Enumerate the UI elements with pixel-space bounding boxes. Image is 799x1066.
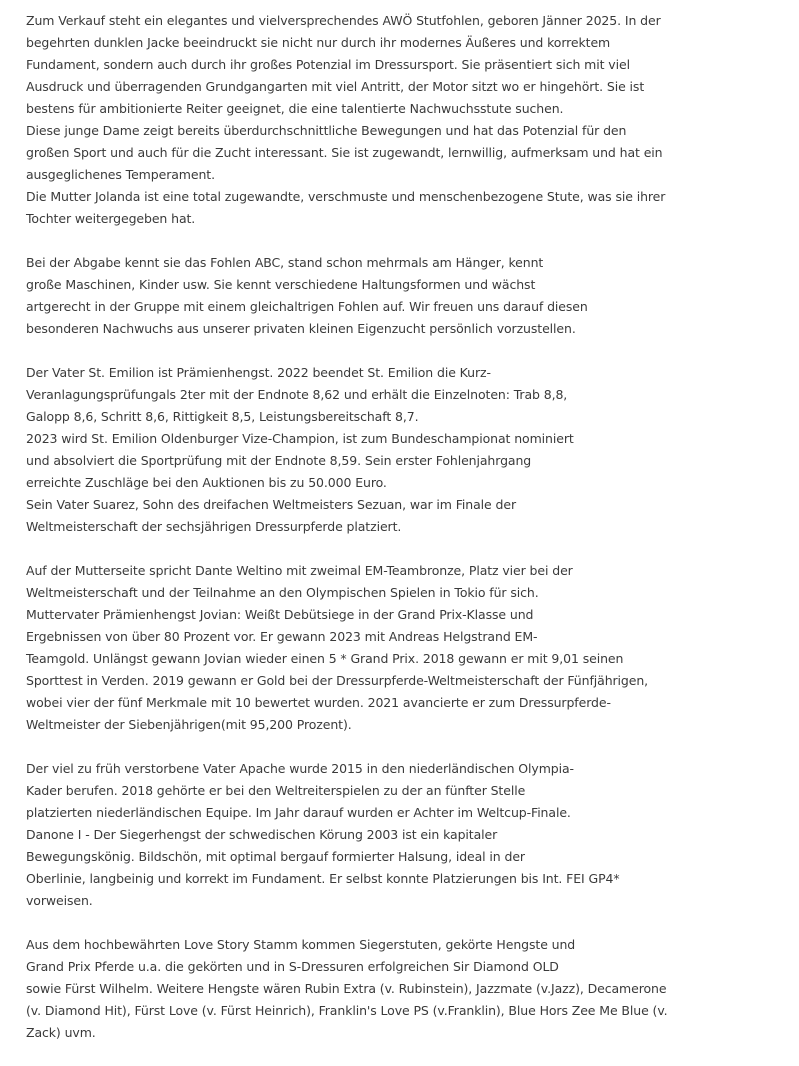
description-paragraph [26,10,796,230]
description-line: bestens für ambitionierte Reiter geeignet, die eine talentierte Nachwuchsstute suchen. [26,101,564,116]
description-line: artgerecht in der Gruppe mit einem gleichaltrigen Fohlen auf. Wir freuen uns darauf diesen [26,299,588,314]
description-line: Weltmeisterschaft der sechsjährigen Dressurpferde platziert. [26,519,402,534]
description-line: und absolviert die Sportprüfung mit der Endnote 8,59. Sein erster Fohlenjahrgang [26,453,532,468]
description-line: Die Mutter Jolanda ist eine total zugewandte, verschmuste und menschenbezogene Stute, was sie ihrer [26,189,666,204]
description-paragraph [26,758,796,912]
description-line: Aus dem hochbewährten Love Story Stamm kommen Siegerstuten, gekörte Hengste und [26,937,576,952]
description-line: großen Sport und auch für die Zucht interessant. Sie ist zugewandt, lernwillig, aufmerksam und hat ein [26,145,663,160]
description-line: 2023 wird St. Emilion Oldenburger Vize-Champion, ist zum Bundeschampionat nominiert [26,431,574,446]
description-line: platzierten niederländischen Equipe. Im Jahr darauf wurden er Achter im Weltcup-Finale. [26,805,571,820]
description-line: Muttervater Prämienhengst Jovian: Weißt Debütsiege in der Grand Prix-Klasse und [26,607,534,622]
description-line: wobei vier der fünf Merkmale mit 10 bewertet wurden. 2021 avancierte er zum Dressurpferde- [26,695,611,710]
description-line: sowie Fürst Wilhelm. Weitere Hengste wären Rubin Extra (v. Rubinstein), Jazzmate (v.Jazz), Decamerone [26,981,667,996]
description-line: Weltmeister der Siebenjährigen(mit 95,200 Prozent). [26,717,352,732]
description-line: Sein Vater Suarez, Sohn des dreifachen Weltmeisters Sezuan, war im Finale der [26,497,516,512]
description-line: vorweisen. [26,893,93,908]
description-line: Der Vater St. Emilion ist Prämienhengst. 2022 beendet St. Emilion die Kurz- [26,365,491,380]
description-line: Bei der Abgabe kennt sie das Fohlen ABC, stand schon mehrmals am Hänger, kennt [26,255,544,270]
description-line: ausgeglichenes Temperament. [26,167,215,182]
description-line: Bewegungskönig. Bildschön, mit optimal bergauf formierter Halsung, ideal in der [26,849,525,864]
description-line: Auf der Mutterseite spricht Dante Weltino mit zweimal EM-Teambronze, Platz vier bei der [26,563,573,578]
description-line: begehrten dunklen Jacke beeindruckt sie nicht nur durch ihr modernes Äußeres und korrektem [26,35,611,50]
description-line: Diese junge Dame zeigt bereits überdurchschnittliche Bewegungen und hat das Potenzial für den [26,123,627,138]
description-paragraph [26,252,796,340]
description-line: Oberlinie, langbeinig und korrekt im Fundament. Er selbst konnte Platzierungen bis Int. FEI GP4* [26,871,620,886]
description-line: Veranlagungsprüfungals 2ter mit der Endnote 8,62 und erhält die Einzelnoten: Trab 8,8, [26,387,568,402]
description-line: Tochter weitergegeben hat. [26,211,196,226]
description-line: große Maschinen, Kinder usw. Sie kennt verschiedene Haltungsformen und wächst [26,277,536,292]
description-line: Kader berufen. 2018 gehörte er bei den Weltreiterspielen zu der an fünfter Stelle [26,783,526,798]
description-paragraph [26,362,796,538]
description-line: Der viel zu früh verstorbene Vater Apache wurde 2015 in den niederländischen Olympia- [26,761,574,776]
description-line: Grand Prix Pferde u.a. die gekörten und in S-Dressuren erfolgreichen Sir Diamond OLD [26,959,559,974]
description-line: Sporttest in Verden. 2019 gewann er Gold bei der Dressurpferde-Weltmeisterschaft der Fünfjährigen, [26,673,649,688]
description-line: besonderen Nachwuchs aus unserer privaten kleinen Eigenzucht persönlich vorzustellen. [26,321,576,336]
description-line: Galopp 8,6, Schritt 8,6, Rittigkeit 8,5, Leistungsbereitschaft 8,7. [26,409,419,424]
description-line: Weltmeisterschaft und der Teilnahme an den Olympischen Spielen in Tokio für sich. [26,585,539,600]
description-line: Ausdruck und überragenden Grundgangarten mit viel Antritt, der Motor sitzt wo er hingehört. Sie ist [26,79,645,94]
description-line: Fundament, sondern auch durch ihr großes Potenzial im Dressursport. Sie präsentiert sich mit viel [26,57,630,72]
description-line: Teamgold. Unlängst gewann Jovian wieder einen 5 * Grand Prix. 2018 gewann er mit 9,01 seinen [26,651,624,666]
listing-description [26,10,796,1066]
description-line: erreichte Zuschläge bei den Auktionen bis zu 50.000 Euro. [26,475,387,490]
description-paragraph [26,934,796,1044]
description-paragraph [26,560,796,736]
description-line: Danone I - Der Siegerhengst der schwedischen Körung 2003 ist ein kapitaler [26,827,498,842]
description-line: (v. Diamond Hit), Fürst Love (v. Fürst Heinrich), Franklin's Love PS (v.Franklin), Blue Hors Zee Me Blue (v. [26,1003,668,1018]
description-line: Zack) uvm. [26,1025,96,1040]
description-line: Ergebnissen von über 80 Prozent vor. Er gewann 2023 mit Andreas Helgstrand EM- [26,629,538,644]
description-line: Zum Verkauf steht ein elegantes und vielversprechendes AWÖ Stutfohlen, geboren Jänner 2025. In der [26,13,661,28]
